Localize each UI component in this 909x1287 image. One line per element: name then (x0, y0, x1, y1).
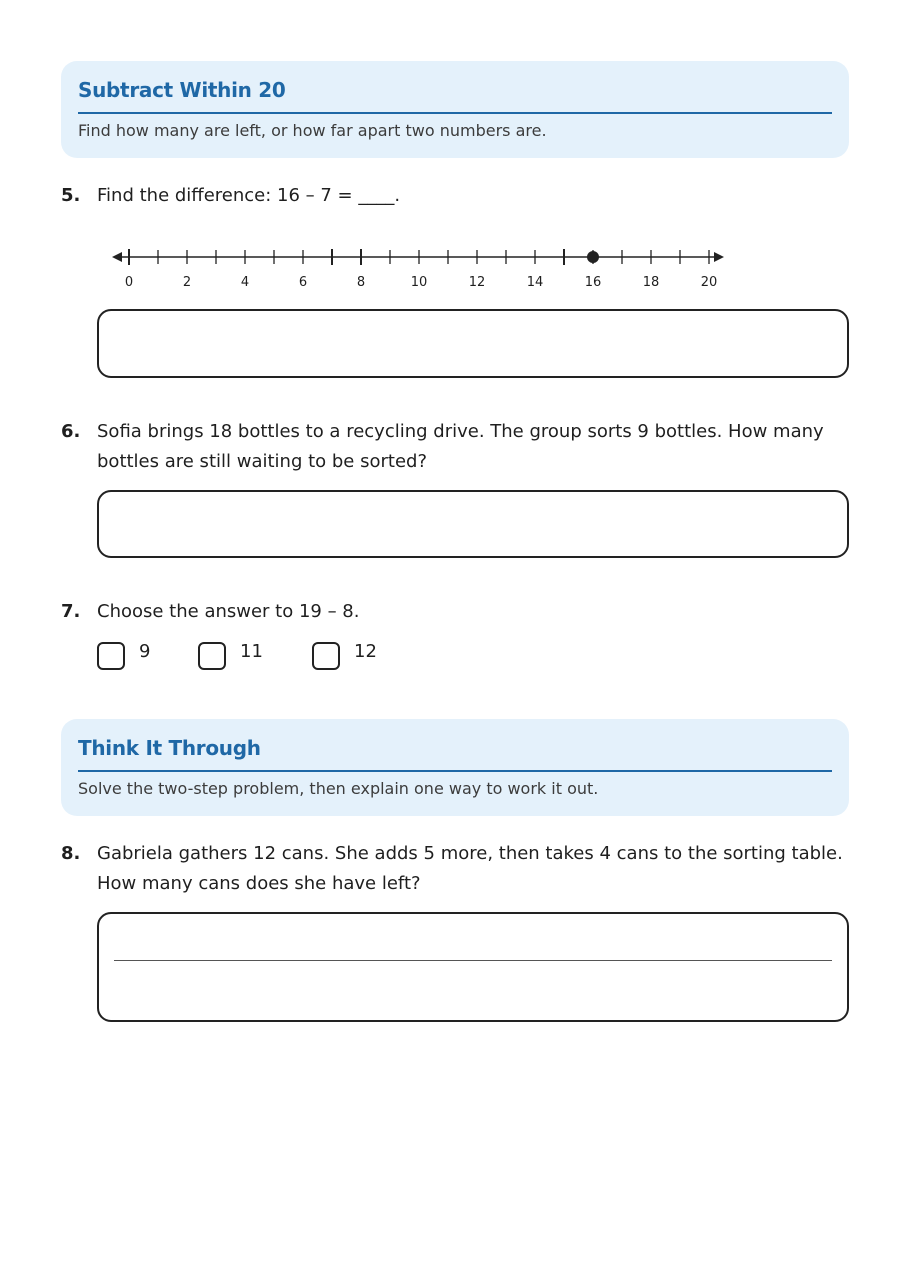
choice-label: 12 (354, 641, 377, 662)
number-line-label: 14 (526, 275, 544, 290)
section-title: Subtract Within 20 (78, 78, 286, 102)
writing-line (114, 960, 832, 961)
checkbox[interactable] (312, 642, 340, 670)
question-text: Sofia brings 18 bottles to a recycling drive. The group sorts 9 bottles. How many bottles are still waiting to be sorted? (97, 421, 824, 472)
number-line-label: 20 (700, 275, 718, 290)
section-title: Think It Through (78, 736, 261, 760)
checkbox[interactable] (97, 642, 125, 670)
number-line-label: 18 (642, 275, 660, 290)
number-line-point (587, 251, 599, 263)
number-line-label: 0 (124, 275, 134, 290)
answer-box[interactable] (97, 490, 849, 558)
number-line-label: 10 (410, 275, 428, 290)
checkbox[interactable] (198, 642, 226, 670)
question-text: Choose the answer to 19 – 8. (97, 601, 360, 622)
section-divider (78, 770, 832, 772)
question-number: 8. (61, 843, 81, 864)
choice-label: 9 (139, 641, 151, 662)
number-line-label: 8 (356, 275, 366, 290)
section-description: Solve the two-step problem, then explain one way to work it out. (78, 779, 599, 798)
question-number: 7. (61, 601, 81, 622)
number-line (108, 240, 728, 300)
answer-box[interactable] (97, 912, 849, 1022)
choice-label: 11 (240, 641, 263, 662)
number-line-label: 12 (468, 275, 486, 290)
left-arrow-icon (112, 252, 122, 262)
number-line-label: 6 (298, 275, 308, 290)
number-line-label: 2 (182, 275, 192, 290)
question-text: Find the difference: 16 – 7 = ____. (97, 185, 401, 206)
number-line-label: 16 (584, 275, 602, 290)
question-number: 5. (61, 185, 81, 206)
number-line-label: 4 (240, 275, 250, 290)
right-arrow-icon (714, 252, 724, 262)
section-header-think (61, 719, 849, 816)
section-description: Find how many are left, or how far apart two numbers are. (78, 121, 547, 140)
question-text: Gabriela gathers 12 cans. She adds 5 more, then takes 4 cans to the sorting table. How many cans does she have left? (97, 843, 843, 894)
section-header-subtract (61, 61, 849, 158)
section-divider (78, 112, 832, 114)
question-number: 6. (61, 421, 81, 442)
answer-box[interactable] (97, 309, 849, 378)
